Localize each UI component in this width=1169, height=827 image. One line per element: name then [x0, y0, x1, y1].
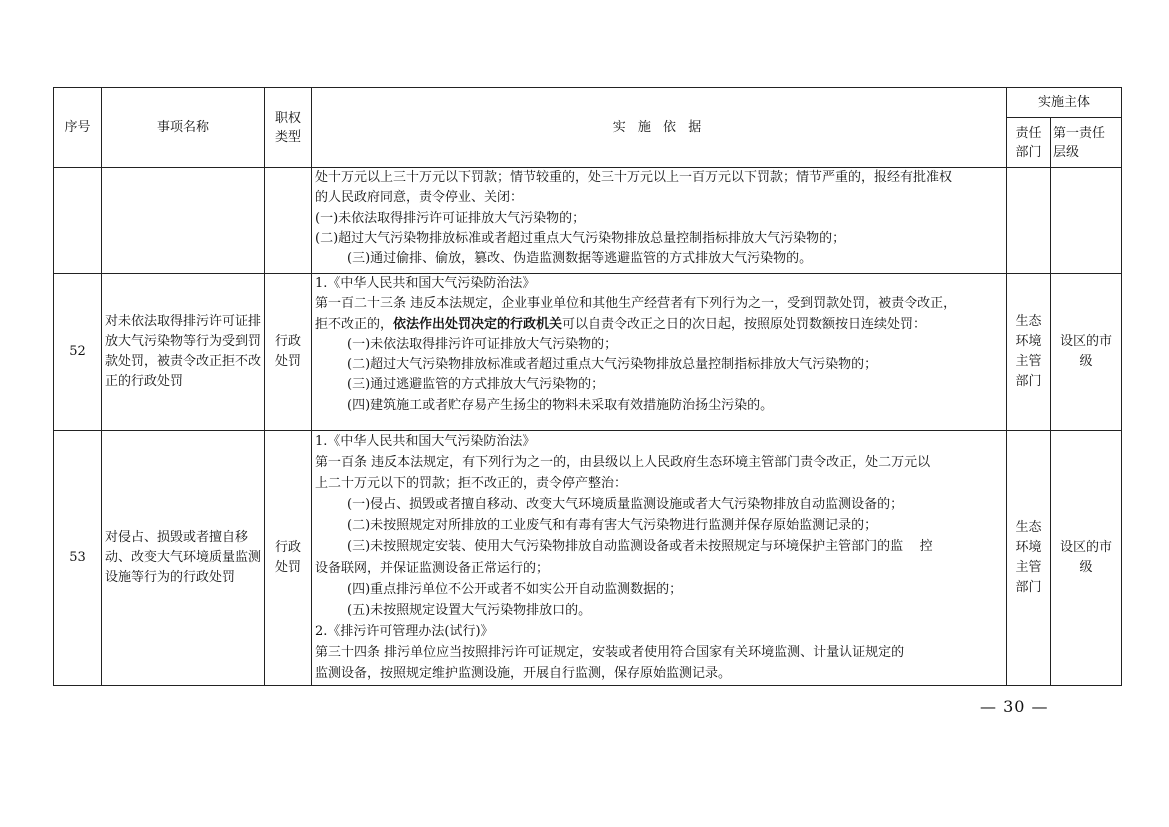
header-dept — [1007, 118, 1051, 168]
row52-seq: 52 — [54, 274, 102, 431]
row52-basis: 1.《中华人民共和国大气污染防治法》 第一百二十三条 违反本法规定，企业事业单位和其他生产经营者有下列行为之一，受到罚款处罚，被责令改正， 拒不改正的，依法作出处罚决定的行政机关可以自责令改正之日的次日起，按照原处罚数额按日连续处罚： (一)未依法取得排污许可证排放大气污染物的； (二)超过大气污染物排放标准或者超过重点大气污染物排放总量控制指标排放大气污染物的； (三)通过逃避监管的方式排放大气污染物的； (四)建筑施工或者贮存易产生扬尘的物料未采取有效措施防治扬尘污染的。 — [312, 274, 1007, 431]
header-row — [54, 88, 1122, 118]
header-power-type-line1: 职权 — [274, 110, 301, 126]
header-seq: 序号 — [54, 88, 102, 168]
row52-level: 设区的市级 — [1051, 274, 1122, 431]
header-power-type — [265, 88, 312, 168]
row52-dept: 生态环境主管部门 — [1007, 274, 1051, 431]
header-item-name: 事项名称 — [102, 88, 265, 168]
header-level-line2: 层级 — [1053, 144, 1080, 160]
table-row — [54, 274, 1122, 431]
continuation-row — [54, 168, 1122, 274]
row53-seq: 53 — [54, 431, 102, 686]
row53-item-name: 对侵占、损毁或者擅自移动、改变大气环境质量监测设施等行为的行政处罚 — [102, 431, 265, 686]
row53-power-type: 行政 处罚 — [265, 431, 312, 686]
row53-dept: 生态环境主管部门 — [1007, 431, 1051, 686]
page-number: — 30 — — [980, 697, 1049, 716]
header-dept-line1: 责任 — [1015, 125, 1042, 141]
table-row — [54, 431, 1122, 686]
row52-power-type: 行政 处罚 — [265, 274, 312, 431]
row53-basis: 1.《中华人民共和国大气污染防治法》 第一百条 违反本法规定，有下列行为之一的，由县级以上人民政府生态环境主管部门责令改正，处二万元以 上二十万元以下的罚款；拒不改正的，责令停产整治： (一)侵占、损毁或者擅自移动、改变大气环境质量监测设施或者大气污染物排放自动监测设备的； (二)未按照规定对所排放的工业废气和有毒有害大气污染物进行监测并保存原始监测记录的； (三)未按照规定安装、使用大气污染物排放自动监测设备或者未按照规定与环境保护主管部门的监 控 设备联网，并保证监测设备正常运行的； (四)重点排污单位不公开或者不如实公开自动监测数据的； (五)未按照规定设置大气污染物排放口的。 2.《排污许可管理办法(试行)》 第三十四条 排污单位应当按照排污许可证规定，安装或者使用符合国家有关环境监测、计量认证规定的 监测设备，按照规定维护监测设施，开展自行监测，保存原始监测记录。 — [312, 431, 1007, 686]
enforcement-table — [53, 87, 1122, 686]
header-dept-line2: 部门 — [1015, 144, 1042, 160]
row52-item-name: 对未依法取得排污许可证排放大气污染物等行为受到罚款处罚，被责令改正拒不改正的行政处罚 — [102, 274, 265, 431]
header-power-type-line2: 类型 — [274, 129, 301, 145]
header-subject: 实施主体 — [1007, 88, 1122, 118]
row53-level: 设区的市级 — [1051, 431, 1122, 686]
header-level — [1051, 118, 1122, 168]
continuation-basis: 处十万元以上三十万元以下罚款；情节较重的，处三十万元以上一百万元以下罚款；情节严重的，报经有批准权 的人民政府同意，责令停业、关闭： (一)未依法取得排污许可证排放大气污染物的； (二)超过大气污染物排放标准或者超过重点大气污染物排放总量控制指标排放大气污染物的； (三)通过偷排、偷放，篡改、伪造监测数据等逃避监管的方式排放大气污染物的。 — [312, 168, 1007, 274]
header-basis: 实 施 依 据 — [312, 88, 1007, 168]
header-level-line1: 第一责任 — [1053, 125, 1106, 141]
